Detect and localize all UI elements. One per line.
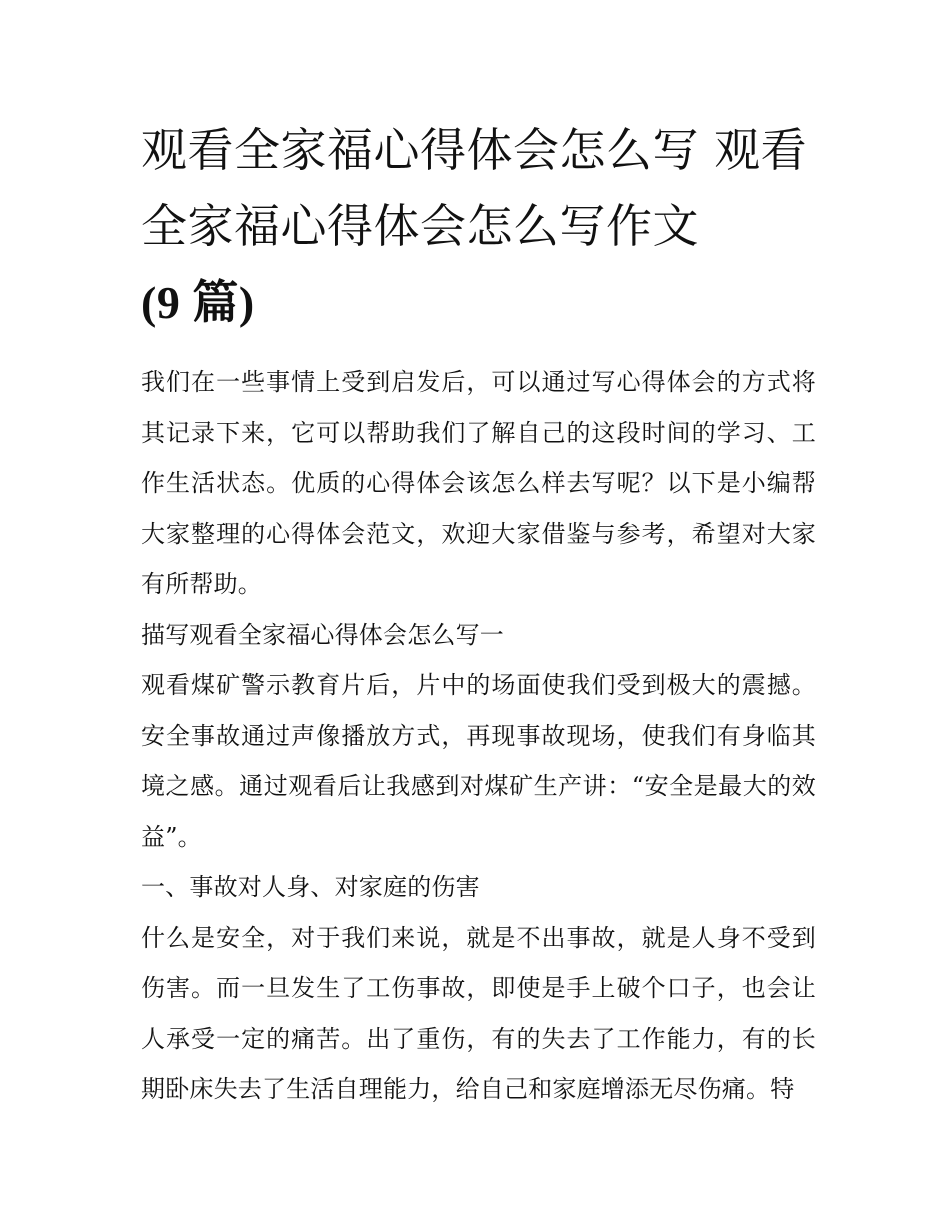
document-body: [141, 357, 816, 1115]
subsection-heading: 一、事故对人身、对家庭的伤害: [141, 873, 480, 901]
document-title-main: 观看全家福心得体会怎么写 观看全家福心得体会怎么写作文: [141, 123, 808, 253]
body-paragraph: 什么是安全，对于我们来说，就是不出事故，就是人身不受到伤害。而一旦发生了工伤事故，即使是手上破个口子，也会让人承受一定的痛苦。出了重伤，有的失去了工作能力，有的长期卧床失去了生活自理能力，给自己和家庭增添无尽伤痛。特: [141, 923, 816, 1103]
intro-paragraph: 我们在一些事情上受到启发后，可以通过写心得体会的方式将其记录下来，它可以帮助我们了解自己的这段时间的学习、工作生活状态。优质的心得体会该怎么样去写呢？以下是小编帮大家整理的心得体会范文，欢迎大家借鉴与参考，希望对大家有所帮助。: [141, 368, 816, 598]
section-heading-one: 描写观看全家福心得体会怎么写一: [141, 620, 504, 649]
body-paragraph: 观看煤矿警示教育片后，片中的场面使我们受到极大的震撼。安全事故通过声像播放方式，再现事故现场，使我们有身临其境之感。通过观看后让我感到对煤矿生产讲：“安全是最大的效益”。: [141, 671, 816, 851]
document-title: [141, 112, 816, 341]
document-title-tail: (9 篇): [141, 277, 255, 328]
document-page: [141, 112, 816, 1115]
